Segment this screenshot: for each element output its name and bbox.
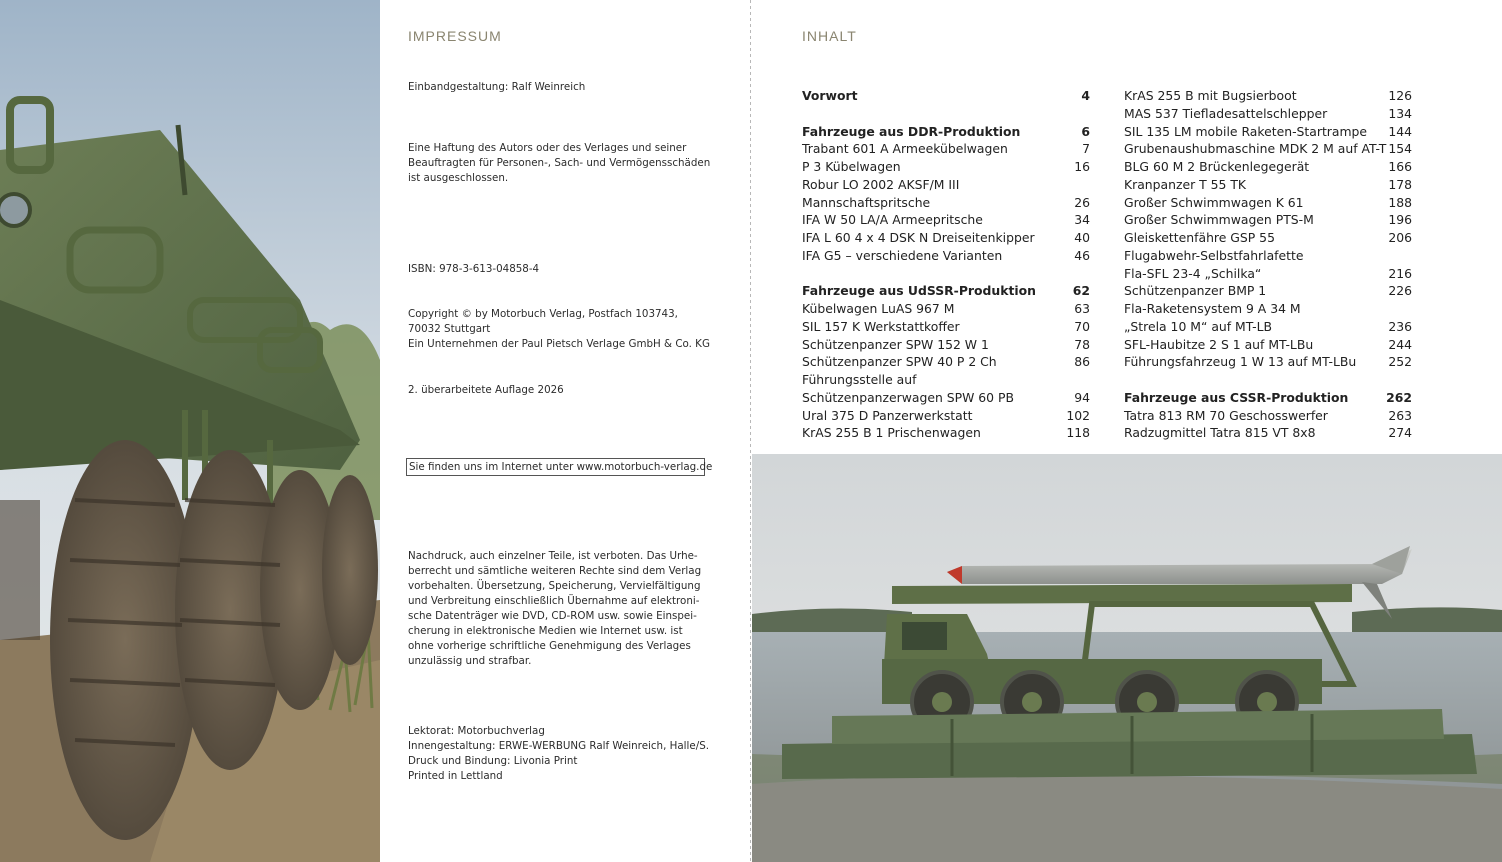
toc-entry-page: 216 [1388, 265, 1412, 281]
toc-entry [1124, 176, 1412, 194]
copyright-line: Ein Unternehmen der Paul Pietsch Verlage GmbH & Co. KG [408, 338, 710, 350]
toc-entry-page: 263 [1388, 407, 1412, 423]
toc-entry [802, 247, 1090, 265]
toc-entry-title: Tatra 813 RM 70 Geschosswerfer [1124, 407, 1328, 423]
toc-entry [1124, 265, 1412, 283]
contents-heading: INHALT [802, 28, 857, 44]
credits-text [408, 724, 728, 784]
toc-entry-page: 86 [1074, 354, 1090, 370]
toc-entry-page: 236 [1388, 318, 1412, 334]
toc-entry-title: IFA W 50 LA/A Armeepritsche [802, 212, 983, 228]
toc-entry-title: Fahrzeuge aus UdSSR-Produktion [802, 283, 1036, 299]
toc-entry-title: Flugabwehr-Selbstfahrlafette [1124, 247, 1304, 263]
toc-entry-title: BLG 60 M 2 Brückenlegegerät [1124, 159, 1310, 174]
toc-entry-title: Kranpanzer T 55 TK [1124, 176, 1247, 192]
toc-entry [802, 140, 1090, 158]
toc-entry-page: 94 [1074, 389, 1090, 405]
toc-entry-title: SIL 157 K Werkstattkoffer [802, 318, 960, 334]
isbn-line: ISBN: 978-3-613-04858-4 [408, 263, 540, 275]
toc-entry [802, 371, 1090, 389]
armored-vehicle-photo [0, 0, 380, 862]
toc-entry-title: Fla-Raketensystem 9 A 34 M [1124, 301, 1301, 316]
toc-entry [802, 389, 1090, 407]
cover-design-line: Einbandgestaltung: Ralf Weinreich [408, 81, 586, 93]
edition-text [408, 383, 728, 398]
toc-entry-page: 252 [1388, 354, 1412, 370]
toc-entry-page: 40 [1074, 230, 1090, 245]
toc-entry-title: „Strela 10 M“ auf MT-LB [1124, 318, 1273, 334]
impressum-heading: IMPRESSUM [408, 28, 502, 44]
toc-entry [1124, 194, 1412, 212]
toc-entry-page: 34 [1074, 212, 1090, 228]
toc-entry [802, 211, 1090, 229]
toc-entry-page: 154 [1388, 141, 1412, 157]
toc-entry-page: 6 [1081, 123, 1090, 139]
toc-entry [802, 407, 1090, 425]
toc-entry-title: SFL-Haubitze 2 S 1 auf MT-LBu [1124, 336, 1314, 352]
toc-entry-title: P 3 Kübelwagen [802, 159, 901, 174]
toc-entry [802, 87, 1090, 105]
rights-line: vorbehalten. Übersetzung, Speicherung, Vervielfältigung [408, 580, 701, 592]
toc-entry-page: 4 [1081, 88, 1090, 103]
isbn-text [408, 262, 728, 277]
toc-entry-page: 226 [1388, 283, 1412, 299]
toc-entry-page: 78 [1074, 336, 1090, 352]
toc-entry [1124, 318, 1412, 336]
toc-entry-title: KrAS 255 B mit Bugsierboot [1124, 88, 1297, 103]
toc-entry-title: Trabant 601 A Armeekübelwagen [802, 141, 1008, 157]
toc-entry-page: 46 [1074, 247, 1090, 263]
toc-entry-page: 178 [1388, 176, 1412, 192]
toc-entry-title: Ural 375 D Panzerwerkstatt [802, 407, 973, 423]
liability-text [408, 141, 728, 186]
toc-entry-page: 63 [1074, 301, 1090, 316]
toc-entry-title: Fahrzeuge aus DDR-Produktion [802, 123, 1021, 139]
toc-entry-page: 26 [1074, 194, 1090, 210]
toc-entry-title: Robur LO 2002 AKSF/M III [802, 176, 960, 192]
toc-entry-title: Großer Schwimmwagen PTS-M [1124, 212, 1314, 228]
toc-entry-title: IFA L 60 4 x 4 DSK N Dreiseitenkipper [802, 230, 1035, 245]
toc-entry [1124, 140, 1412, 158]
rocket-launcher-truck-photo [752, 454, 1502, 862]
credits-line: Druck und Bindung: Livonia Print [408, 755, 578, 767]
toc-entry-page: 188 [1388, 194, 1412, 210]
toc-entry [1124, 353, 1412, 371]
rights-text [408, 549, 728, 669]
copyright-text [408, 307, 728, 352]
rights-line: berrecht und sämtliche weiteren Rechte sind dem Verlag [408, 565, 702, 577]
liability-line: Eine Haftung des Autors oder des Verlages und seiner [408, 142, 687, 154]
toc-entry [1124, 105, 1412, 123]
toc-entry-page: 62 [1072, 283, 1090, 299]
toc-entry-page: 274 [1388, 425, 1412, 441]
toc-entry-title: MAS 537 Tiefladesattelschlepper [1124, 105, 1328, 121]
toc-entry [1124, 211, 1412, 229]
toc-entry [802, 336, 1090, 354]
toc-entry [1124, 123, 1412, 141]
rights-line: cherung in elektronische Medien wie Internet usw. ist [408, 625, 683, 637]
toc-entry-page: 118 [1066, 425, 1090, 441]
liability-line: Beauftragten für Personen-, Sach- und Vermögensschäden [408, 157, 711, 169]
copyright-line: 70032 Stuttgart [408, 323, 491, 335]
rights-line: sche Datenträger wie DVD, CD-ROM usw. sowie Einspei- [408, 610, 697, 622]
toc-entry-title: KrAS 255 B 1 Prischenwagen [802, 425, 981, 441]
credits-line: Innengestaltung: ERWE-WERBUNG Ralf Weinreich, Halle/S. [408, 740, 710, 752]
toc-entry-page: 126 [1388, 88, 1412, 103]
toc-entry-page: 16 [1074, 159, 1090, 174]
toc-entry-title: Fahrzeuge aus CSSR-Produktion [1124, 389, 1349, 405]
rights-line: ohne vorherige schriftliche Genehmigung des Verlages [408, 640, 691, 652]
toc-entry-title: Gleiskettenfähre GSP 55 [1124, 230, 1275, 245]
page-gutter [750, 0, 751, 862]
credits-line: Printed in Lettland [408, 770, 503, 782]
toc-entry-title: SIL 135 LM mobile Raketen-Startrampe [1124, 123, 1368, 139]
toc-left-column [802, 87, 1090, 442]
toc-entry [1124, 229, 1412, 247]
toc-entry-title: IFA G5 – verschiedene Varianten [802, 247, 1003, 263]
toc-entry-page: 244 [1388, 336, 1412, 352]
toc-entry-page: 262 [1386, 389, 1412, 405]
toc-entry-title: Schützenpanzer SPW 152 W 1 [802, 336, 989, 352]
toc-entry [1124, 158, 1412, 176]
toc-entry [802, 194, 1090, 212]
toc-entry-title: Kübelwagen LuAS 967 M [802, 301, 955, 316]
toc-entry [1124, 300, 1412, 318]
toc-entry [1124, 247, 1412, 265]
toc-entry-page: 7 [1082, 141, 1090, 157]
toc-entry [802, 176, 1090, 194]
rights-line: Nachdruck, auch einzelner Teile, ist verboten. Das Urhe- [408, 550, 698, 562]
toc-entry-title: Vorwort [802, 88, 858, 103]
copyright-line: Copyright © by Motorbuch Verlag, Postfach 103743, [408, 308, 678, 320]
toc-entry [802, 158, 1090, 176]
toc-entry [802, 353, 1090, 371]
toc-entry [802, 318, 1090, 336]
toc-entry [1124, 389, 1412, 407]
liability-line: ist ausgeschlossen. [408, 172, 509, 184]
toc-entry-page: 206 [1388, 230, 1412, 245]
toc-entry-title: Mannschaftspritsche [802, 194, 931, 210]
toc-entry-title: Radzugmittel Tatra 815 VT 8x8 [1124, 425, 1316, 441]
toc-entry-page: 144 [1388, 123, 1412, 139]
toc-entry [802, 424, 1090, 442]
toc-entry [1124, 336, 1412, 354]
credits-line: Lektorat: Motorbuchverlag [408, 725, 545, 737]
toc-entry-title: Schützenpanzer SPW 40 P 2 Ch [802, 354, 997, 370]
toc-entry [802, 282, 1090, 300]
toc-entry-title: Grubenaushubmaschine MDK 2 M auf AT-T [1124, 141, 1387, 157]
toc-entry [1124, 424, 1412, 442]
toc-entry-title: Führungsstelle auf [802, 372, 917, 387]
toc-entry [802, 300, 1090, 318]
toc-entry-title: Führungsfahrzeug 1 W 13 auf MT-LBu [1124, 354, 1357, 370]
toc-entry [802, 123, 1090, 141]
rights-line: unzulässig und strafbar. [408, 655, 532, 667]
toc-entry-page: 102 [1066, 407, 1090, 423]
rights-line: und Verbreitung einschließlich Übernahme auf elektroni- [408, 595, 700, 607]
toc-entry [1124, 407, 1412, 425]
toc-entry-page: 166 [1388, 159, 1412, 174]
cover-design-text [408, 80, 728, 95]
toc-entry-page: 196 [1388, 212, 1412, 228]
toc-entry [802, 229, 1090, 247]
toc-entry-title: Großer Schwimmwagen K 61 [1124, 194, 1304, 210]
toc-entry-title: Schützenpanzerwagen SPW 60 PB [802, 389, 1014, 405]
toc-entry-title: Schützenpanzer BMP 1 [1124, 283, 1267, 299]
toc-entry [1124, 87, 1412, 105]
toc-entry-page: 70 [1074, 318, 1090, 334]
toc-entry [1124, 282, 1412, 300]
toc-right-column [1124, 87, 1412, 442]
toc-entry-page: 134 [1388, 105, 1412, 121]
edition-line: 2. überarbeitete Auflage 2026 [408, 384, 564, 396]
website-box: Sie finden uns im Internet unter www.motorbuch-verlag.de [406, 458, 705, 476]
toc-entry-title: Fla-SFL 23-4 „Schilka“ [1124, 265, 1262, 281]
